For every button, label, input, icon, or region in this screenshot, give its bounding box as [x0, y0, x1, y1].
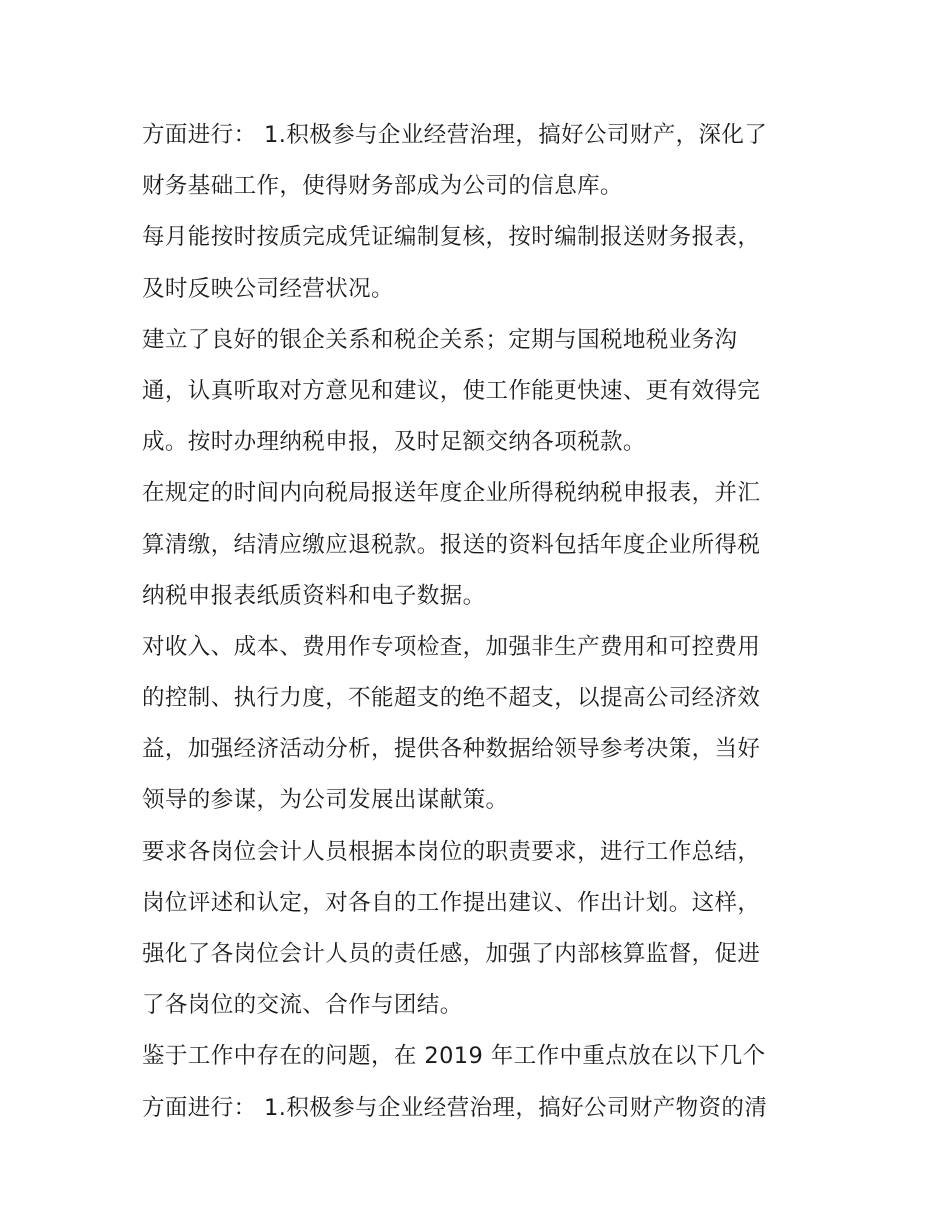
text-line: 通，认真听取对方意见和建议，使工作能更快速、更有效得完	[142, 377, 761, 404]
text-line: 领导的参谋，为公司发展出谋献策。	[142, 787, 509, 814]
text-line: 纳税申报表纸质资料和电子数据。	[142, 582, 486, 609]
text-line: 每月能按时按质完成凭证编制复核，按时编制报送财务报表，	[142, 224, 761, 251]
text-line: 对收入、成本、费用作专项检查，加强非生产费用和可控费用	[142, 633, 761, 660]
document-body	[142, 110, 822, 1134]
text-line: 方面进行： 1.积极参与企业经营治理，搞好公司财产，深化了	[142, 122, 768, 148]
text-line: 在规定的时间内向税局报送年度企业所得税纳税申报表，并汇	[142, 480, 761, 507]
text-line: 要求各岗位会计人员根据本岗位的职责要求，进行工作总结，	[142, 838, 761, 865]
text-line: 岗位评述和认定，对各自的工作提出建议、作出计划。这样，	[142, 889, 761, 916]
text-line: 成。按时办理纳税申报，及时足额交纳各项税款。	[142, 429, 646, 456]
text-line: 方面进行： 1.积极参与企业经营治理，搞好公司财产物资的清	[142, 1094, 768, 1121]
text-line: 的控制、执行力度，不能超支的绝不超支，以提高公司经济效	[142, 685, 761, 712]
text-line: 建立了良好的银企关系和税企关系；定期与国税地税业务沟	[142, 326, 738, 353]
text-line: 了各岗位的交流、合作与团结。	[142, 992, 463, 1019]
text-line: 鉴于工作中存在的问题，在 2019 年工作中重点放在以下几个	[142, 1043, 766, 1070]
text-line: 财务基础工作，使得财务部成为公司的信息库。	[142, 173, 623, 200]
text-line: 算清缴，结清应缴应退税款。报送的资料包括年度企业所得税	[142, 531, 761, 558]
text-line: 及时反映公司经营状况。	[142, 275, 394, 302]
text-line: 强化了各岗位会计人员的责任感，加强了内部核算监督，促进	[142, 941, 761, 967]
text-line: 益，加强经济活动分析，提供各种数据给领导参考决策，当好	[142, 736, 761, 763]
